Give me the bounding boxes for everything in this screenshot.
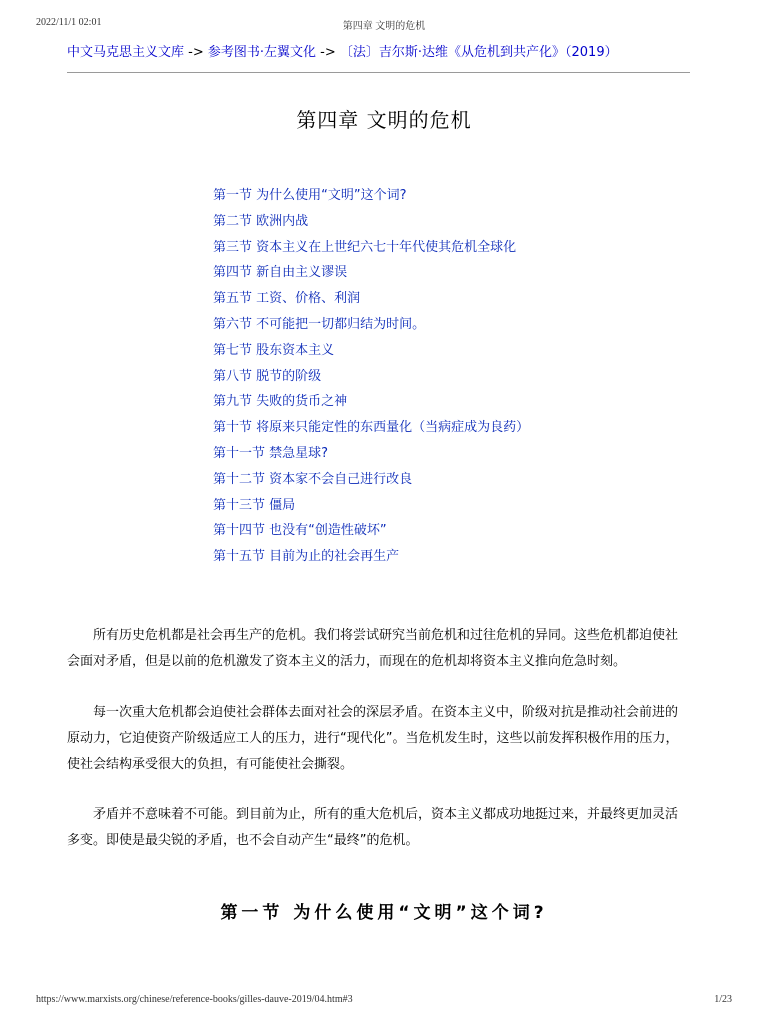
table-of-contents	[213, 186, 529, 573]
breadcrumb-separator: ->	[184, 45, 208, 60]
toc-link-section-14[interactable]: 第十四节 也没有“创造性破坏”	[213, 523, 387, 539]
toc-item	[213, 418, 529, 444]
toc-link-section-6[interactable]: 第六节 不可能把一切都归结为时间。	[213, 316, 426, 332]
toc-link-section-11[interactable]: 第十一节 禁急星球?	[213, 445, 329, 461]
section-heading: 第一节 为什么使用“文明”这个词?	[220, 903, 548, 923]
toc-item	[213, 212, 529, 238]
toc-item	[213, 470, 529, 496]
print-url: https://www.marxists.org/chinese/reference-books/gilles-dauve-2019/04.htm#3	[36, 994, 353, 1005]
toc-link-section-3[interactable]: 第三节 资本主义在上世纪六七十年代使其危机全球化	[213, 239, 517, 255]
toc-link-section-7[interactable]: 第七节 股东资本主义	[213, 342, 335, 358]
toc-link-section-10[interactable]: 第十节 将原来只能定性的东西量化（当病症成为良药）	[213, 420, 530, 436]
breadcrumb-link-library[interactable]: 中文马克思主义文库	[67, 45, 185, 60]
breadcrumb-separator: ->	[316, 45, 340, 60]
toc-link-section-8[interactable]: 第八节 脱节的阶级	[213, 368, 322, 384]
toc-link-section-15[interactable]: 第十五节 目前为止的社会再生产	[213, 549, 400, 565]
breadcrumb-link-book[interactable]: 〔法〕吉尔斯·达维《从危机到共产化》（2019）	[339, 45, 618, 60]
toc-item	[213, 315, 529, 341]
print-date: 2022/11/1 02:01	[36, 17, 102, 28]
toc-item	[213, 341, 529, 367]
toc-item	[213, 367, 529, 393]
print-page-title: 第四章 文明的危机	[342, 21, 426, 32]
toc-item	[213, 496, 529, 522]
toc-item	[213, 263, 529, 289]
body-paragraph: 所有历史危机都是社会再生产的危机。我们将尝试研究当前危机和过往危机的异同。这些危机都迫使社会面对矛盾，但是以前的危机激发了资本主义的活力，而现在的危机却将资本主义推向危急时刻。	[67, 628, 679, 669]
toc-link-section-9[interactable]: 第九节 失败的货币之神	[213, 394, 348, 410]
toc-link-section-12[interactable]: 第十二节 资本家不会自己进行改良	[213, 471, 413, 487]
toc-link-section-5[interactable]: 第五节 工资、价格、利润	[213, 291, 361, 307]
toc-link-section-2[interactable]: 第二节 欧洲内战	[213, 213, 309, 229]
breadcrumb	[67, 44, 707, 62]
chapter-title: 第四章 文明的危机	[296, 108, 472, 132]
toc-item	[213, 289, 529, 315]
breadcrumb-link-reference-books[interactable]: 参考图书·左翼文化	[207, 45, 317, 60]
print-page-number: 1/23	[714, 994, 732, 1005]
toc-item	[213, 521, 529, 547]
toc-link-section-13[interactable]: 第十三节 僵局	[213, 497, 296, 513]
body-paragraph: 每一次重大危机都会迫使社会群体去面对社会的深层矛盾。在资本主义中，阶级对抗是推动社会前进的原动力，它迫使资产阶级适应工人的压力，进行“现代化”。当危机发生时，这些以前发挥积极作用的压力，使社会结构承受很大的负担，有可能使社会撕裂。	[67, 705, 679, 772]
toc-item	[213, 392, 529, 418]
toc-item	[213, 186, 529, 212]
body-paragraph: 矛盾并不意味着不可能。到目前为止，所有的重大危机后，资本主义都成功地挺过来，并最终更加灵活多变。即使是最尖锐的矛盾，也不会自动产生“最终”的危机。	[67, 807, 679, 848]
toc-link-section-1[interactable]: 第一节 为什么使用“文明”这个词?	[213, 188, 407, 203]
toc-item	[213, 238, 529, 264]
toc-item	[213, 547, 529, 573]
toc-link-section-4[interactable]: 第四节 新自由主义谬误	[213, 265, 348, 281]
toc-item	[213, 444, 529, 470]
header-divider	[67, 72, 690, 73]
